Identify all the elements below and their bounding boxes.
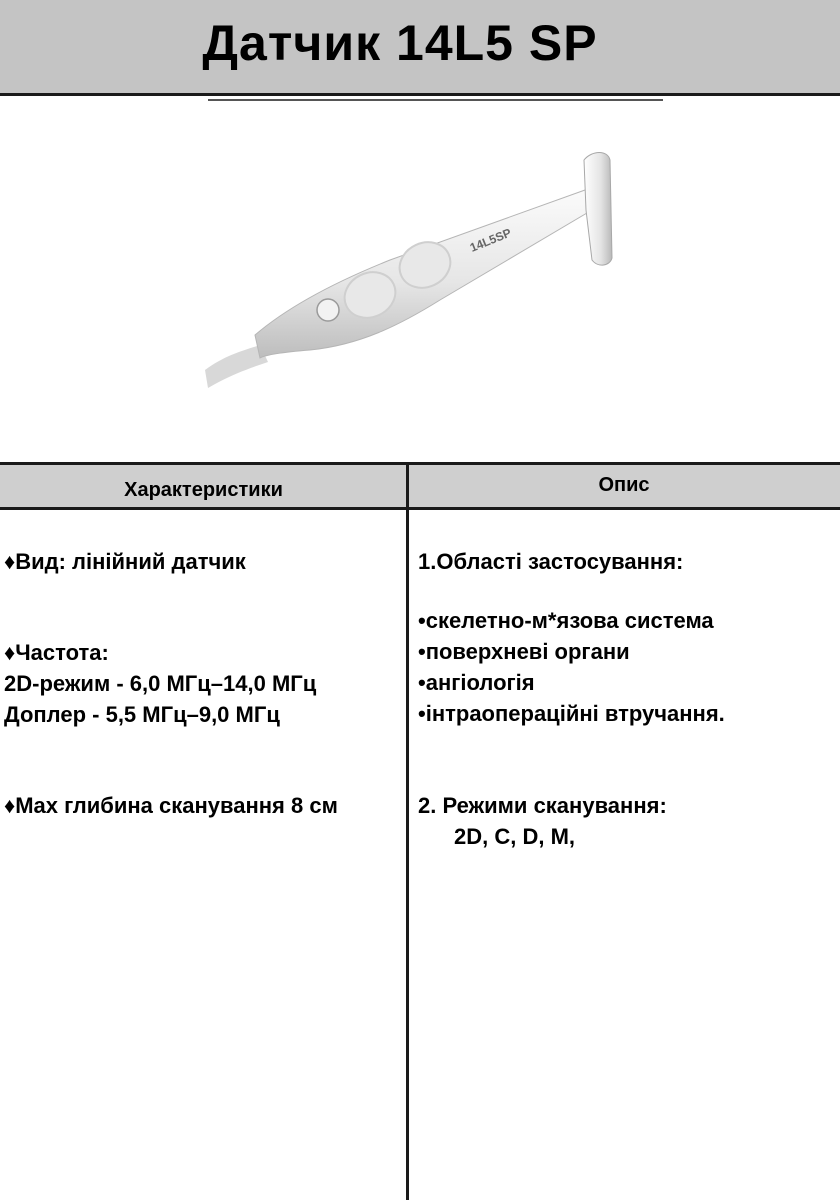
column-header-characteristics: Характеристики [124,479,283,501]
scan-modes-title: 2. Режими сканування: [418,793,667,818]
column-header-description: Опис [598,474,650,496]
application-area-item: •інтраопераційні втручання. [418,701,725,726]
frequency-title: ♦Частота: [4,640,109,665]
page-title: Датчик 14L5 SP [202,15,598,71]
frequency-doppler: Доплер - 5,5 МГц–9,0 МГц [4,702,280,727]
column-divider [406,462,409,1200]
application-area-item: •скелетно-м*язова система [418,608,714,633]
max-depth: ♦Max глибина сканування 8 см [4,793,338,818]
table-header [0,462,840,510]
frequency-2d: 2D-режим - 6,0 МГц–14,0 МГц [4,671,317,696]
application-area-item: •ангіологія [418,670,535,695]
probe-label: 14L5SP [467,225,514,255]
probe-type: ♦Вид: лінійний датчик [4,549,246,574]
scan-modes: 2D, C, D, M, [454,824,576,849]
probe-image [200,130,670,430]
application-areas-title: 1.Області застосування: [418,549,684,574]
title-underline [208,99,663,101]
title-bar [0,0,840,96]
application-area-item: •поверхневі органи [418,639,630,664]
